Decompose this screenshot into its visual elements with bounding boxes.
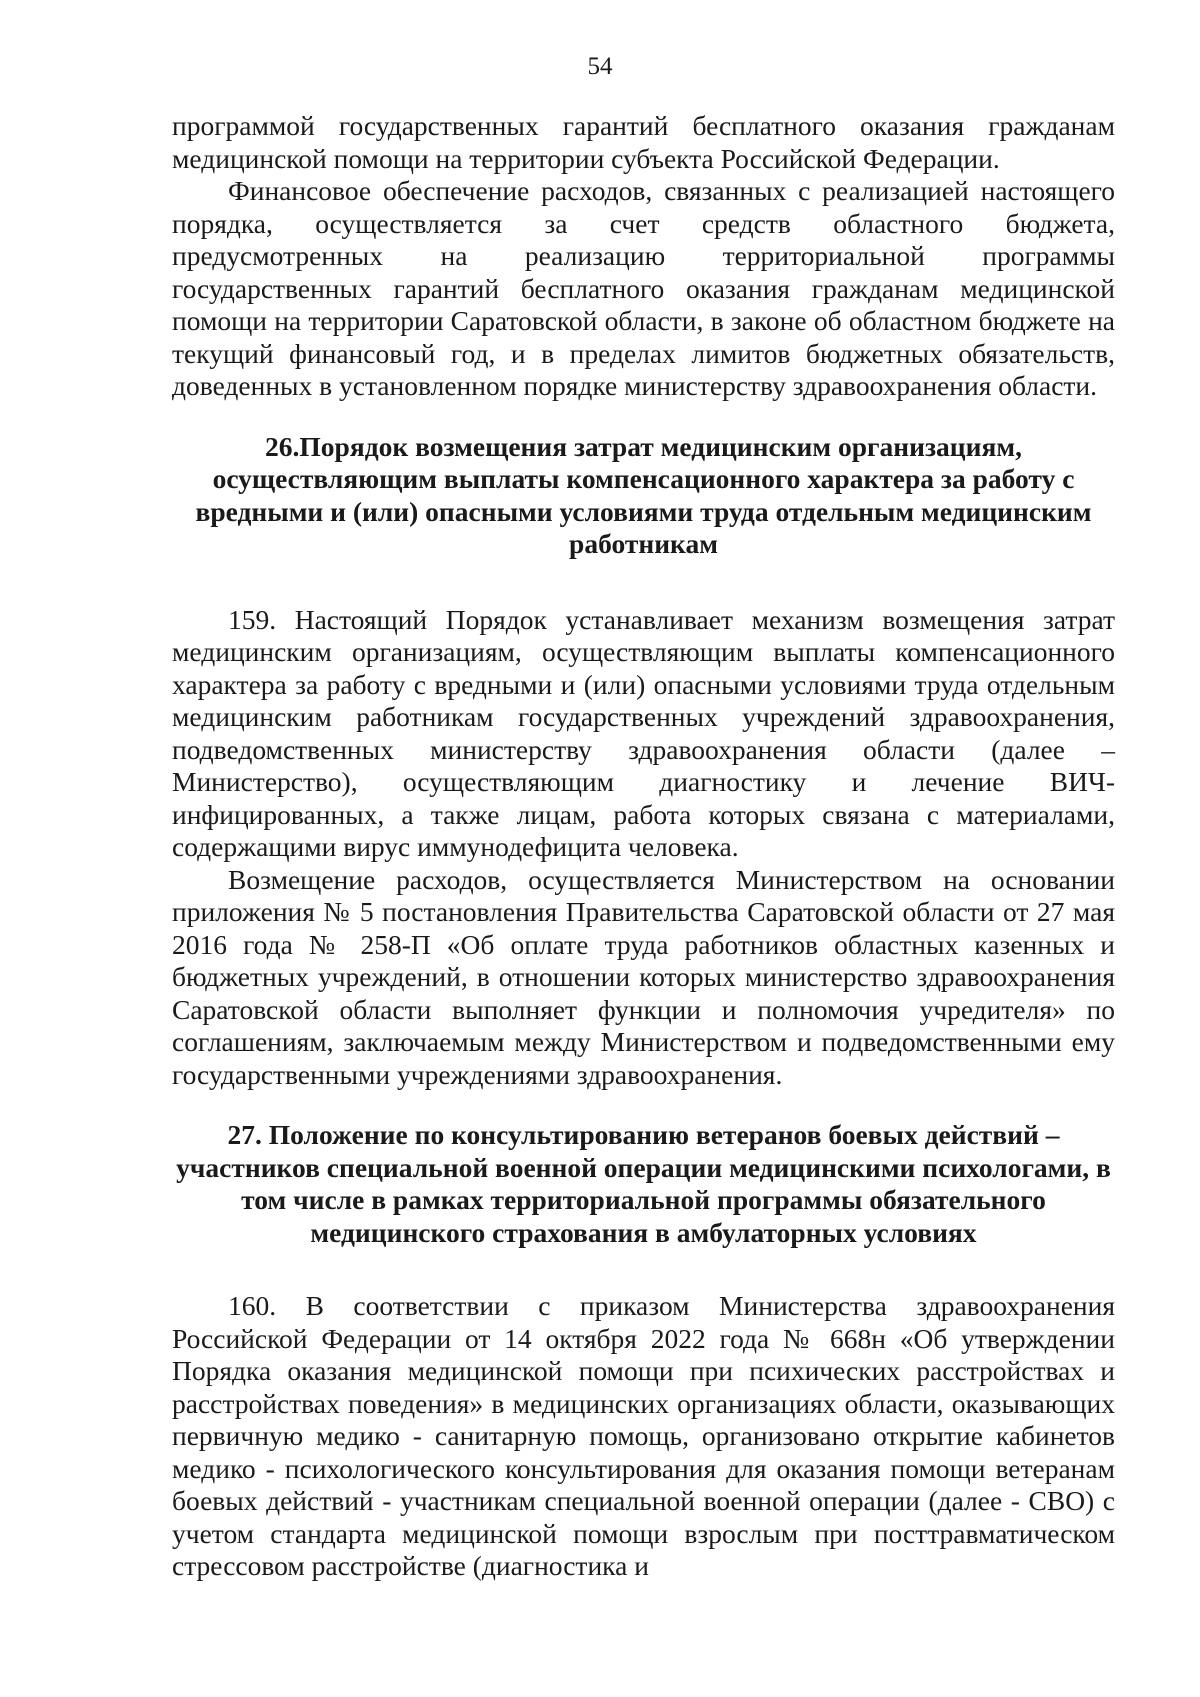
paragraph-159: 159. Настоящий Порядок устанавливает механизм возмещения затрат медицинским организациям, осуществляющим выплаты компенсационного характера за работу с вредными и (или) опасными условиями труда отдельным медицинским работникам государственных учреждений здравоохранения, подведомственных министерству здравоохранения области (далее – Министерство), осуществляющим диагностику и лечение ВИЧ-инфицированных, а также лицам, работа которых связана с материалами, содержащими вирус иммунодефицита человека.	[172, 603, 1115, 862]
paragraph-160: 160. В соответствии с приказом Министерства здравоохранения Российской Федерации от 14 октября 2022 года № 668н «Об утверждении Порядка оказания медицинской помощи при психических расстройствах и расстройствах поведения» в медицинских организациях области, оказывающих первичную медико - санитарную помощь, организовано открытие кабинетов медико - психологического консультирования для оказания помощи ветеранам боевых действий - участникам специальной военной операции (далее - СВО) с учетом стандарта медицинской помощи взрослым при посттравматическом стрессовом расстройстве (диагностика и	[172, 1290, 1115, 1581]
section-27-heading: 27. Положение по консультированию ветеранов боевых действий – участников специальной военной операции медицинскими психологами, в том числе в рамках территориальной программы обязательного медицинского страхования в амбулаторных условиях	[176, 1119, 1111, 1248]
paragraph-reimbursement: Возмещение расходов, осуществляется Министерством на основании приложения № 5 постановления Правительства Саратовской области от 27 мая 2016 года № 258-П «Об оплате труда работников областных казенных и бюджетных учреждений, в отношении которых министерство здравоохранения Саратовской области выполняет функции и полномочия учредителя» по соглашениям, заключаемым между Министерством и подведомственными ему государственными учреждениями здравоохранения.	[172, 863, 1115, 1090]
section-26-heading: 26.Порядок возмещения затрат медицинским организациям, осуществляющим выплаты компенсационного характера за работу с вредными и (или) опасными условиями труда отдельным медицинским работникам	[195, 430, 1092, 559]
paragraph-financing: Финансовое обеспечение расходов, связанных с реализацией настоящего порядка, осуществляется за счет средств областного бюджета, предусмотренных на реализацию территориальной программы государственных гарантий бесплатного оказания гражданам медицинской помощи на территории Саратовской области, в законе об областном бюджете на текущий финансовый год, и в пределах лимитов бюджетных обязательств, доведенных в установленном порядке министерству здравоохранения области.	[172, 175, 1115, 401]
page-number: 54	[587, 53, 613, 80]
document-body	[172, 110, 1115, 1583]
paragraph-continuation: программой государственных гарантий бесплатного оказания гражданам медицинской помощи на территории субъекта Российской Федерации.	[172, 110, 1115, 174]
